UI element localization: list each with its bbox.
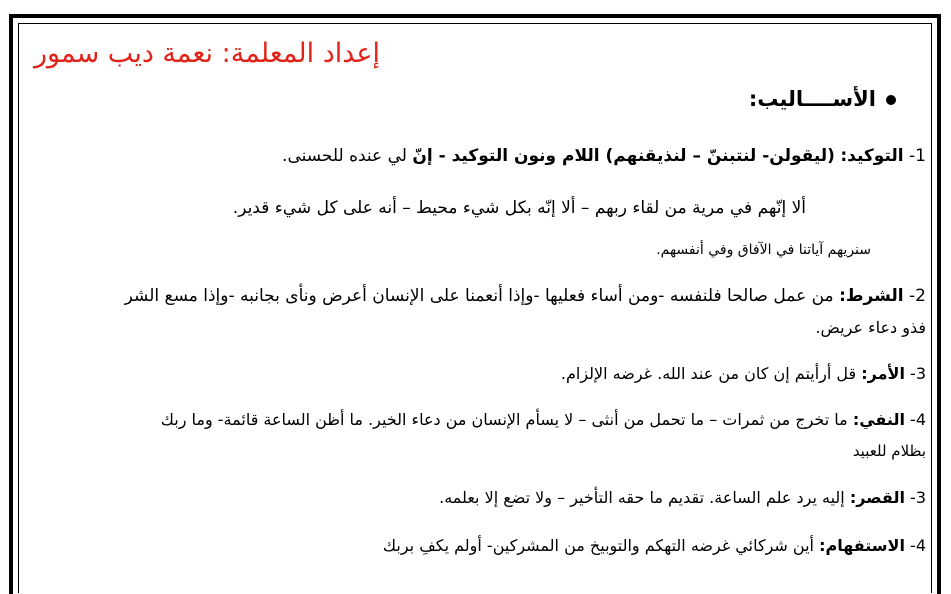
item-label: القصر: [849,488,905,507]
question-line [26,536,926,555]
emphasis-bold-text: (ليقولن- لنتبننّ – لنذيقنهم) اللام ونون التوكيد - إنّ [412,146,835,166]
condition-line-2: فذو دعاء عريض. [815,318,926,337]
item-label: التوكيد: [840,146,904,166]
item-number: 4- [910,410,926,429]
item-text: إليه يرد علم الساعة. تقديم ما حقه التأخير – ولا تضع إلا بعلمه. [439,488,845,507]
item-label: الشرط: [839,286,904,306]
item-number: 2- [909,286,926,306]
item-text: قل أرأيتم إن كان من عند الله. غرضه الإلزام. [560,364,857,383]
command-line [26,364,926,383]
item-text: لي عنده للحسنى. [282,146,407,166]
item-label: الأمر: [861,364,905,383]
item-text: من عمل صالحا فلنفسه -ومن أساء فعليها -وإذا أنعمنا على الإنسان أعرض ونأى بجانبه -وإذا مسع الشر [124,286,834,306]
negation-line-2: بظلام للعبيد [852,442,926,460]
item-number: 4- [910,536,926,555]
teacher-title: إعداد المعلمة: نعمة ديب سمور [34,38,381,69]
item-text: ما تخرج من ثمرات – ما تحمل من أنثى – لا يسأم الإنسان من دعاء الخير. ما أظن الساعة قائمة- وما ربك [160,410,848,429]
item-number: 3- [910,488,926,507]
heading-text: الأســــاليب: [748,87,876,111]
item-label: الاستفهام: [819,536,905,555]
item-number: 1- [909,146,926,166]
negation-line [26,410,926,429]
condition-line [26,286,926,306]
item-text: أين شركائي غرضه التهكم والتوبيخ من المشركين- أولم يكفِ بربك [382,536,814,555]
emphasis-example-1: ألا إنّهم في مرية من لقاء ربهم – ألا إنّه بكل شيء محيط – أنه على كل شيء قدير. [232,198,806,218]
bullet-icon [886,95,896,105]
emphasis-example-2: سنريهم آياتنا في الآفاق وفي أنفسهم. [656,242,871,258]
section-heading [26,87,896,111]
item-number: 3- [910,364,926,383]
item-label: النفي: [852,410,905,429]
restriction-line [26,488,926,507]
emphasis-line [26,146,926,166]
